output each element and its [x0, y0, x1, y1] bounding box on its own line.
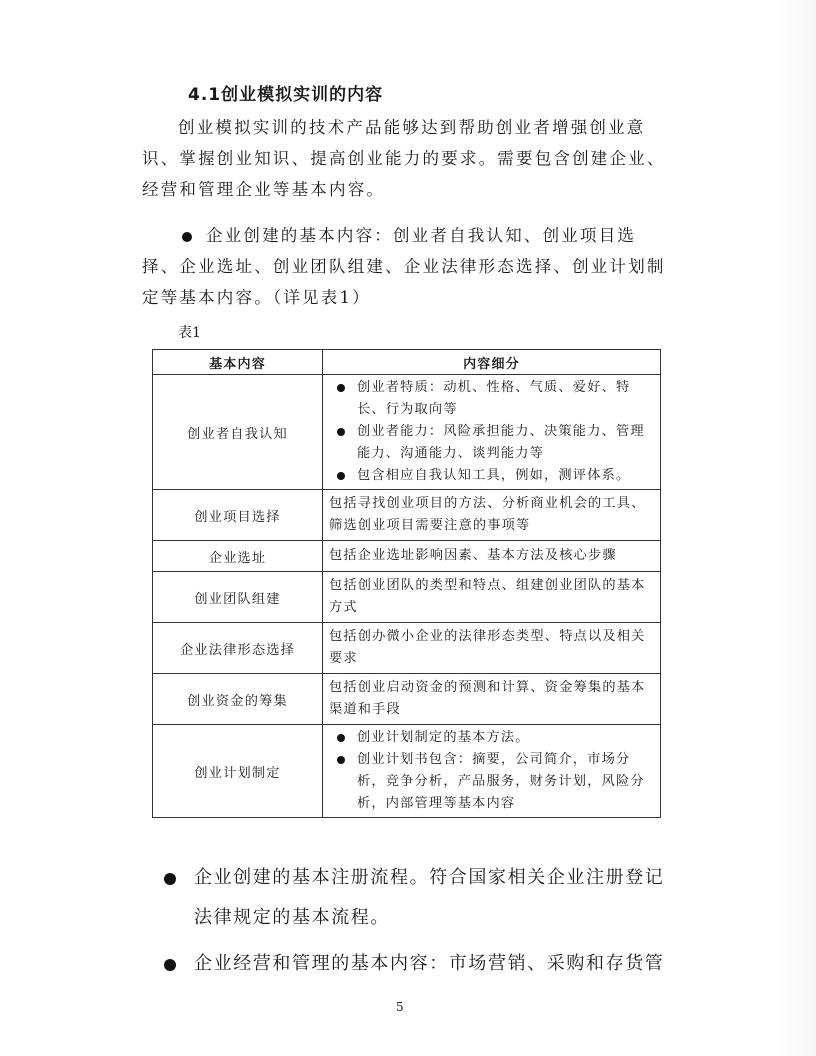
table-header-detail: 内容细分: [323, 350, 661, 375]
table-row: [153, 674, 661, 725]
table-row: [153, 725, 661, 818]
row-name: 创业计划制定: [153, 725, 323, 818]
table-caption: 表1: [178, 325, 201, 341]
section-heading: 4.1创业模拟实训的内容: [188, 85, 384, 105]
intro-paragraph: 创业模拟实训的技术产品能够达到帮助创业者增强创业意识、掌握创业知识、提高创业能力的要求。需要包含创建企业、经营和管理企业等基本内容。: [142, 118, 666, 199]
row-detail: 包括企业选址影响因素、基本方法及核心步骤: [323, 541, 661, 572]
row-name: 创业资金的筹集: [153, 674, 323, 725]
list-item: [160, 944, 680, 984]
detail-list: [329, 377, 654, 487]
bullet-basic-content-text: 企业创建的基本内容：创业者自我认知、创业项目选择、企业选址、创业团队组建、企业法律形态选择、创业计划制定等基本内容。（详见表1）: [142, 226, 666, 307]
bullet-dot: [164, 959, 176, 971]
bottom-bullet-list: [160, 858, 680, 990]
list-item: 包含相应自我认知工具，例如，测评体系。: [357, 465, 654, 487]
detail-list: [329, 727, 654, 815]
row-detail: 包括创业团队的类型和特点、组建创业团队的基本方式: [323, 572, 661, 623]
row-detail: [323, 375, 661, 490]
row-name: 创业团队组建: [153, 572, 323, 623]
page-number: 5: [396, 1000, 404, 1014]
row-name: 企业法律形态选择: [153, 623, 323, 674]
bullet-text: 企业经营和管理的基本内容：市场营销、采购和存货管: [194, 953, 665, 974]
table-header-row: [153, 350, 661, 375]
row-detail: [323, 725, 661, 818]
content-table: [152, 349, 661, 818]
table-row: [153, 572, 661, 623]
bullet-dot: [164, 873, 176, 885]
row-detail: 包括寻找创业项目的方法、分析商业机会的工具、筛选创业项目需要注意的事项等: [323, 490, 661, 541]
table-row: [153, 541, 661, 572]
table-row: [153, 623, 661, 674]
scan-edge-shadow: [776, 0, 816, 1056]
table-row: [153, 490, 661, 541]
list-item: 创业计划书包含：摘要，公司简介，市场分析，竞争分析，产品服务，财务计划，风险分析，内部管理等基本内容: [357, 749, 654, 815]
table-row: [153, 375, 661, 490]
bullet-dot: [182, 232, 192, 242]
row-name: 企业选址: [153, 541, 323, 572]
table-header-basic-content: 基本内容: [153, 350, 323, 375]
row-detail: 包括创业启动资金的预测和计算、资金筹集的基本渠道和手段: [323, 674, 661, 725]
row-name: 创业者自我认知: [153, 375, 323, 490]
list-item: 创业者特质：动机、性格、气质、爱好、特长、行为取向等: [357, 377, 654, 421]
row-name: 创业项目选择: [153, 490, 323, 541]
bullet-text: 企业创建的基本注册流程。符合国家相关企业注册登记法律规定的基本流程。: [194, 867, 665, 928]
row-detail: 包括创办微小企业的法律形态类型、特点以及相关要求: [323, 623, 661, 674]
list-item: 创业者能力：风险承担能力、决策能力、管理能力、沟通能力、谈判能力等: [357, 421, 654, 465]
list-item: 创业计划制定的基本方法。: [357, 727, 654, 749]
list-item: [160, 858, 680, 938]
bullet-basic-content: [142, 220, 672, 313]
